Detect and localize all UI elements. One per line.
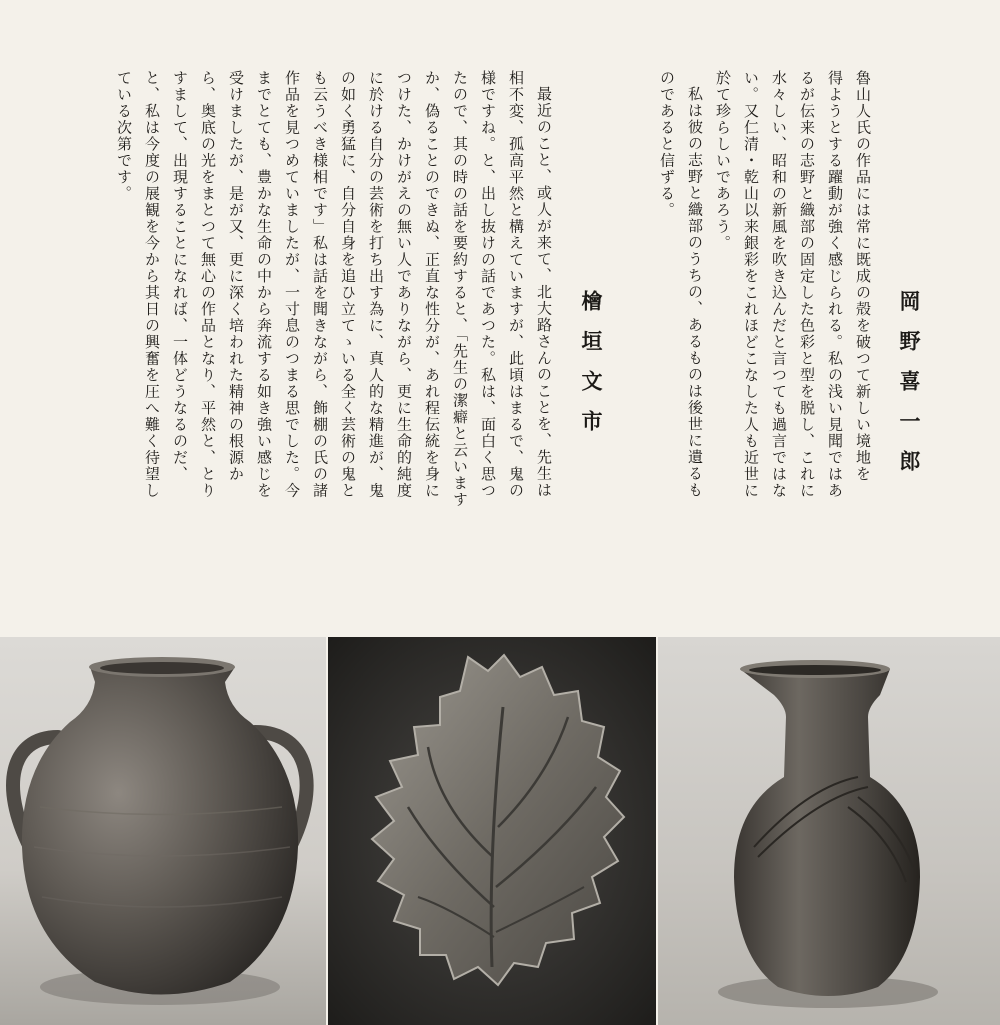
article2-column-14: すまして、出現することになれば、一体どうなるのだ、	[171, 70, 189, 483]
article1-column-2: 得ようとする躍動が強く感じられる。私の浅い見聞ではあ	[826, 70, 844, 499]
article2-column-5: か、偽ることのできぬ、正直な性分が、あれ程伝統を身に	[423, 70, 441, 499]
article1-column-1: 魯山人氏の作品には常に既成の殻を破つて新しい境地を	[854, 70, 872, 483]
article2-column-15: と、私は今度の展観を今から其日の興奮を圧へ難く待望し	[143, 70, 161, 499]
article2-column-7: に於ける自分の芸術を打ち出す為に、真人的な精進が、鬼	[367, 70, 385, 499]
article1-column-8: のであると信ずる。	[658, 70, 676, 219]
vase-illustration	[658, 637, 1000, 1025]
jar-illustration	[0, 637, 326, 1025]
photo-jar-with-handles	[0, 637, 326, 1025]
article2-column-10: 作品を見つめていましたが、一寸息のつまる思でした。今	[283, 70, 301, 499]
article2-column-4: たので、其の時の話を要約すると、「先生の潔癖と云います	[451, 70, 469, 508]
article1-column-6: 於て珍らしいであろう。	[714, 70, 732, 252]
article1-column-5: い。又仁清・乾山以来銀彩をこれほどこなした人も近世に	[742, 70, 760, 499]
article2-column-11: までとても、豊かな生命の中から奔流する如き強い感じを	[255, 70, 273, 499]
article1-column-4: 水々しい、昭和の新風を吹き込んだと言つても過言ではな	[770, 70, 788, 499]
author-okano: 岡野喜一郎	[897, 290, 922, 490]
article2-column-12: 受けましたが、是が又、更に深く培われた精神の根源か	[227, 70, 245, 483]
article2-column-16: ている次第です。	[115, 70, 133, 202]
article2-column-9: も云うべき様相です」私は話を聞きながら、飾棚の氏の諸	[311, 70, 329, 499]
article2-column-2: 相不変、孤高平然と構えていますが、此頃はまるで、鬼の	[507, 70, 525, 499]
article2-column-1: 最近のこと、或人が来て、北大路さんのことを、先生は	[535, 86, 553, 499]
article2-column-13: ら、奥底の光をまとつて無心の作品となり、平然と、とり	[199, 70, 217, 499]
leaf-dish-illustration	[328, 637, 656, 1025]
photo-strip	[0, 637, 1000, 1025]
photo-leaf-shaped-dish	[328, 637, 656, 1025]
author-higaki: 檜垣文市	[579, 290, 604, 450]
article2-column-8: の如く勇猛に、自分自身を追ひ立てゝいる全く芸術の鬼と	[339, 70, 357, 499]
article1-column-7: 私は彼の志野と織部のうちの、あるものは後世に遺るも	[686, 86, 704, 499]
article2-column-6: つけた、かけがえの無い人でありながら、更に生命的純度	[395, 70, 413, 499]
photo-flared-vase	[658, 637, 1000, 1025]
article1-column-3: るが伝来の志野と織部の固定した色彩と型を脱し、これに	[798, 70, 816, 499]
article2-column-3: 様ですね。と、出し抜けの話であつた。私は、面白く思つ	[479, 70, 497, 499]
